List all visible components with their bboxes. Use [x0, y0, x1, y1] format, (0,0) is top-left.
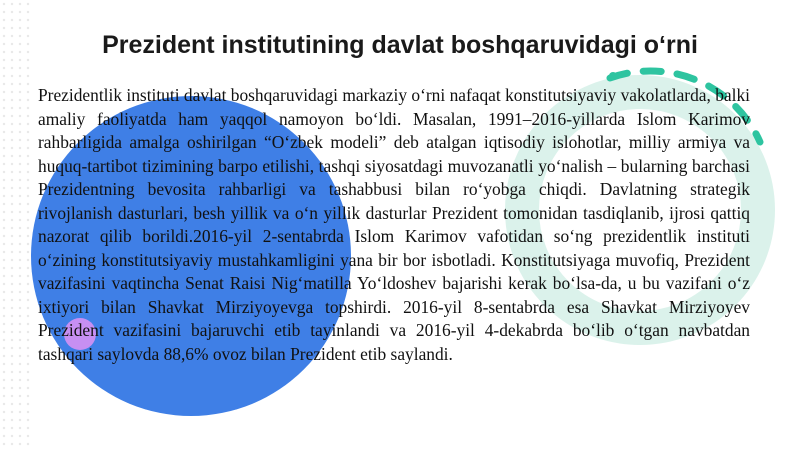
body-paragraph: Prezidentlik instituti davlat boshqaruvidagi markaziy oʻrni nafaqat konstitutsiyaviy vakolatlarda, balki amaliy faoliyatda ham yaqqol namoyon boʻldi. Masalan, 1991–2016-yillarda Islom Karimov rahbarligida amalga oshirilgan “Oʻzbek modeli” deb atalgan iqtisodiy islohotlar, milliy armiya va huquq-tartibot tizimining barpo etilishi, tashqi siyosatdagi muvozanatli yoʻnalish – bularning barchasi Prezidentning bevosita rahbarligi va tashabbusi bilan roʻyobga chiqdi. Davlatning strategik rivojlanish dasturlari, besh yillik va oʻn yillik dasturlar Prezident tomonidan tasdiqlanib, ijrosi qattiq nazorat qilib borildi.2016-yil 2-sentabrda Islom Karimov vafotidan soʻng prezidentlik instituti oʻzining konstitutsiyaviy mustahkamligini yana bir bor isbotladi. Konstitutsiyaga muvofiq, Prezident vazifasini vaqtincha Senat Raisi Nigʻmatilla Yoʻldoshev bajarishi kerak boʻlsa-da, u bu vazifani oʻz ixtiyori bilan Shavkat Mirziyoyevga topshirdi. 2016-yil 8-sentabrda esa Shavkat Mirziyoyev Prezident vazifasini bajaruvchi etib tayinlandi va 2016-yil 4-dekabrda boʻlib oʻtgan navbatdan tashqari saylovda 88,6% ovoz bilan Prezident etib saylandi. — [38, 85, 750, 364]
slide-title: Prezident institutining davlat boshqaruvidagi oʻrni — [102, 31, 698, 59]
